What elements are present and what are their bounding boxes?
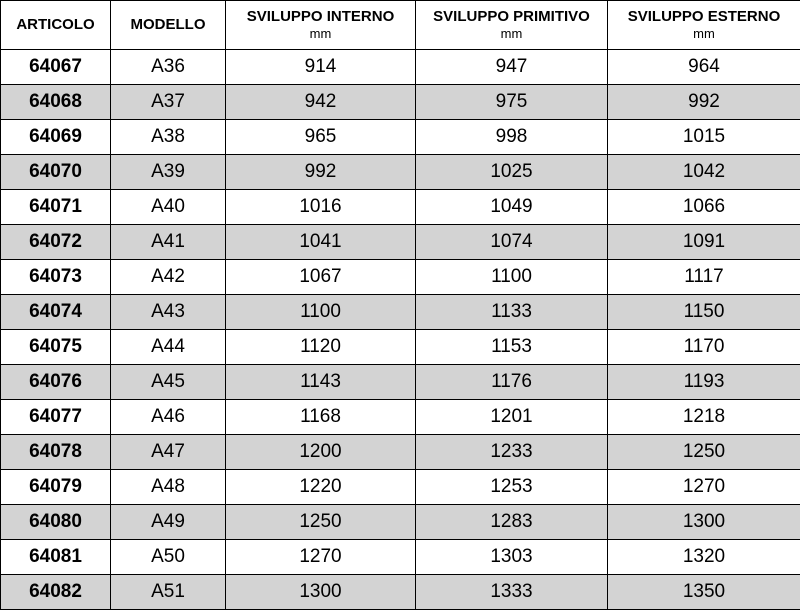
table-row bbox=[1, 85, 800, 120]
table-row bbox=[1, 540, 800, 575]
cell-modello: A51 bbox=[111, 575, 226, 610]
cell-sviluppo-primitivo: 975 bbox=[416, 85, 608, 120]
table-row bbox=[1, 330, 800, 365]
cell-modello: A36 bbox=[111, 50, 226, 85]
cell-articolo: 64081 bbox=[1, 540, 111, 575]
cell-sviluppo-primitivo: 1283 bbox=[416, 505, 608, 540]
table-row bbox=[1, 365, 800, 400]
table-row bbox=[1, 470, 800, 505]
cell-sviluppo-esterno: 1015 bbox=[608, 120, 800, 155]
cell-sviluppo-interno: 992 bbox=[226, 155, 416, 190]
cell-modello: A50 bbox=[111, 540, 226, 575]
cell-sviluppo-interno: 1200 bbox=[226, 435, 416, 470]
cell-articolo: 64070 bbox=[1, 155, 111, 190]
cell-modello: A49 bbox=[111, 505, 226, 540]
cell-articolo: 64072 bbox=[1, 225, 111, 260]
cell-sviluppo-esterno: 1170 bbox=[608, 330, 800, 365]
column-header-sviluppo-interno-unit: mm bbox=[230, 27, 411, 42]
cell-articolo: 64074 bbox=[1, 295, 111, 330]
column-header-sviluppo-interno bbox=[226, 1, 416, 50]
cell-sviluppo-esterno: 1042 bbox=[608, 155, 800, 190]
table-row bbox=[1, 225, 800, 260]
cell-sviluppo-primitivo: 998 bbox=[416, 120, 608, 155]
cell-sviluppo-interno: 1270 bbox=[226, 540, 416, 575]
cell-sviluppo-primitivo: 1253 bbox=[416, 470, 608, 505]
cell-sviluppo-esterno: 1270 bbox=[608, 470, 800, 505]
cell-sviluppo-primitivo: 1049 bbox=[416, 190, 608, 225]
cell-sviluppo-interno: 965 bbox=[226, 120, 416, 155]
cell-articolo: 64073 bbox=[1, 260, 111, 295]
table-header bbox=[1, 1, 800, 50]
cell-sviluppo-esterno: 1193 bbox=[608, 365, 800, 400]
cell-sviluppo-esterno: 1218 bbox=[608, 400, 800, 435]
column-header-modello-label: MODELLO bbox=[131, 16, 206, 33]
cell-sviluppo-primitivo: 1153 bbox=[416, 330, 608, 365]
cell-articolo: 64068 bbox=[1, 85, 111, 120]
table-row bbox=[1, 260, 800, 295]
cell-sviluppo-primitivo: 1133 bbox=[416, 295, 608, 330]
cell-modello: A37 bbox=[111, 85, 226, 120]
column-header-articolo-label: ARTICOLO bbox=[16, 16, 94, 33]
cell-sviluppo-primitivo: 947 bbox=[416, 50, 608, 85]
cell-articolo: 64077 bbox=[1, 400, 111, 435]
table-row bbox=[1, 155, 800, 190]
table-row bbox=[1, 400, 800, 435]
cell-sviluppo-interno: 942 bbox=[226, 85, 416, 120]
cell-sviluppo-primitivo: 1100 bbox=[416, 260, 608, 295]
cell-sviluppo-interno: 1143 bbox=[226, 365, 416, 400]
cell-sviluppo-primitivo: 1201 bbox=[416, 400, 608, 435]
cell-sviluppo-interno: 1220 bbox=[226, 470, 416, 505]
cell-sviluppo-esterno: 1150 bbox=[608, 295, 800, 330]
cell-articolo: 64078 bbox=[1, 435, 111, 470]
cell-modello: A41 bbox=[111, 225, 226, 260]
cell-sviluppo-interno: 1300 bbox=[226, 575, 416, 610]
cell-modello: A44 bbox=[111, 330, 226, 365]
header-row bbox=[1, 1, 800, 50]
cell-sviluppo-esterno: 1091 bbox=[608, 225, 800, 260]
table-row bbox=[1, 435, 800, 470]
cell-sviluppo-esterno: 1117 bbox=[608, 260, 800, 295]
cell-sviluppo-interno: 1120 bbox=[226, 330, 416, 365]
cell-modello: A39 bbox=[111, 155, 226, 190]
cell-sviluppo-interno: 1168 bbox=[226, 400, 416, 435]
cell-articolo: 64069 bbox=[1, 120, 111, 155]
cell-sviluppo-esterno: 964 bbox=[608, 50, 800, 85]
cell-sviluppo-esterno: 1350 bbox=[608, 575, 800, 610]
cell-sviluppo-interno: 1016 bbox=[226, 190, 416, 225]
cell-modello: A45 bbox=[111, 365, 226, 400]
table-row bbox=[1, 120, 800, 155]
table-row bbox=[1, 50, 800, 85]
cell-articolo: 64075 bbox=[1, 330, 111, 365]
column-header-sviluppo-primitivo bbox=[416, 1, 608, 50]
cell-articolo: 64079 bbox=[1, 470, 111, 505]
cell-sviluppo-primitivo: 1303 bbox=[416, 540, 608, 575]
column-header-modello bbox=[111, 1, 226, 50]
cell-articolo: 64082 bbox=[1, 575, 111, 610]
table-row bbox=[1, 575, 800, 610]
cell-sviluppo-interno: 1041 bbox=[226, 225, 416, 260]
column-header-sviluppo-esterno-unit: mm bbox=[612, 27, 796, 42]
table-body bbox=[1, 50, 800, 610]
cell-modello: A42 bbox=[111, 260, 226, 295]
cell-sviluppo-interno: 1250 bbox=[226, 505, 416, 540]
table-row bbox=[1, 190, 800, 225]
column-header-sviluppo-interno-label: SVILUPPO INTERNO bbox=[247, 8, 395, 25]
cell-modello: A40 bbox=[111, 190, 226, 225]
column-header-sviluppo-primitivo-label: SVILUPPO PRIMITIVO bbox=[433, 8, 590, 25]
cell-sviluppo-esterno: 1066 bbox=[608, 190, 800, 225]
column-header-articolo bbox=[1, 1, 111, 50]
cell-sviluppo-interno: 914 bbox=[226, 50, 416, 85]
cell-modello: A48 bbox=[111, 470, 226, 505]
cell-sviluppo-esterno: 1320 bbox=[608, 540, 800, 575]
cell-sviluppo-interno: 1100 bbox=[226, 295, 416, 330]
cell-articolo: 64067 bbox=[1, 50, 111, 85]
table-row bbox=[1, 295, 800, 330]
cell-sviluppo-esterno: 992 bbox=[608, 85, 800, 120]
cell-articolo: 64080 bbox=[1, 505, 111, 540]
cell-modello: A38 bbox=[111, 120, 226, 155]
cell-modello: A46 bbox=[111, 400, 226, 435]
cell-sviluppo-primitivo: 1233 bbox=[416, 435, 608, 470]
table-row bbox=[1, 505, 800, 540]
cell-sviluppo-primitivo: 1333 bbox=[416, 575, 608, 610]
cell-sviluppo-esterno: 1300 bbox=[608, 505, 800, 540]
cell-modello: A43 bbox=[111, 295, 226, 330]
cell-articolo: 64071 bbox=[1, 190, 111, 225]
cell-modello: A47 bbox=[111, 435, 226, 470]
column-header-sviluppo-primitivo-unit: mm bbox=[420, 27, 603, 42]
column-header-sviluppo-esterno-label: SVILUPPO ESTERNO bbox=[628, 8, 781, 25]
cell-articolo: 64076 bbox=[1, 365, 111, 400]
cell-sviluppo-primitivo: 1074 bbox=[416, 225, 608, 260]
cell-sviluppo-primitivo: 1176 bbox=[416, 365, 608, 400]
cell-sviluppo-interno: 1067 bbox=[226, 260, 416, 295]
cell-sviluppo-esterno: 1250 bbox=[608, 435, 800, 470]
cell-sviluppo-primitivo: 1025 bbox=[416, 155, 608, 190]
column-header-sviluppo-esterno bbox=[608, 1, 800, 50]
